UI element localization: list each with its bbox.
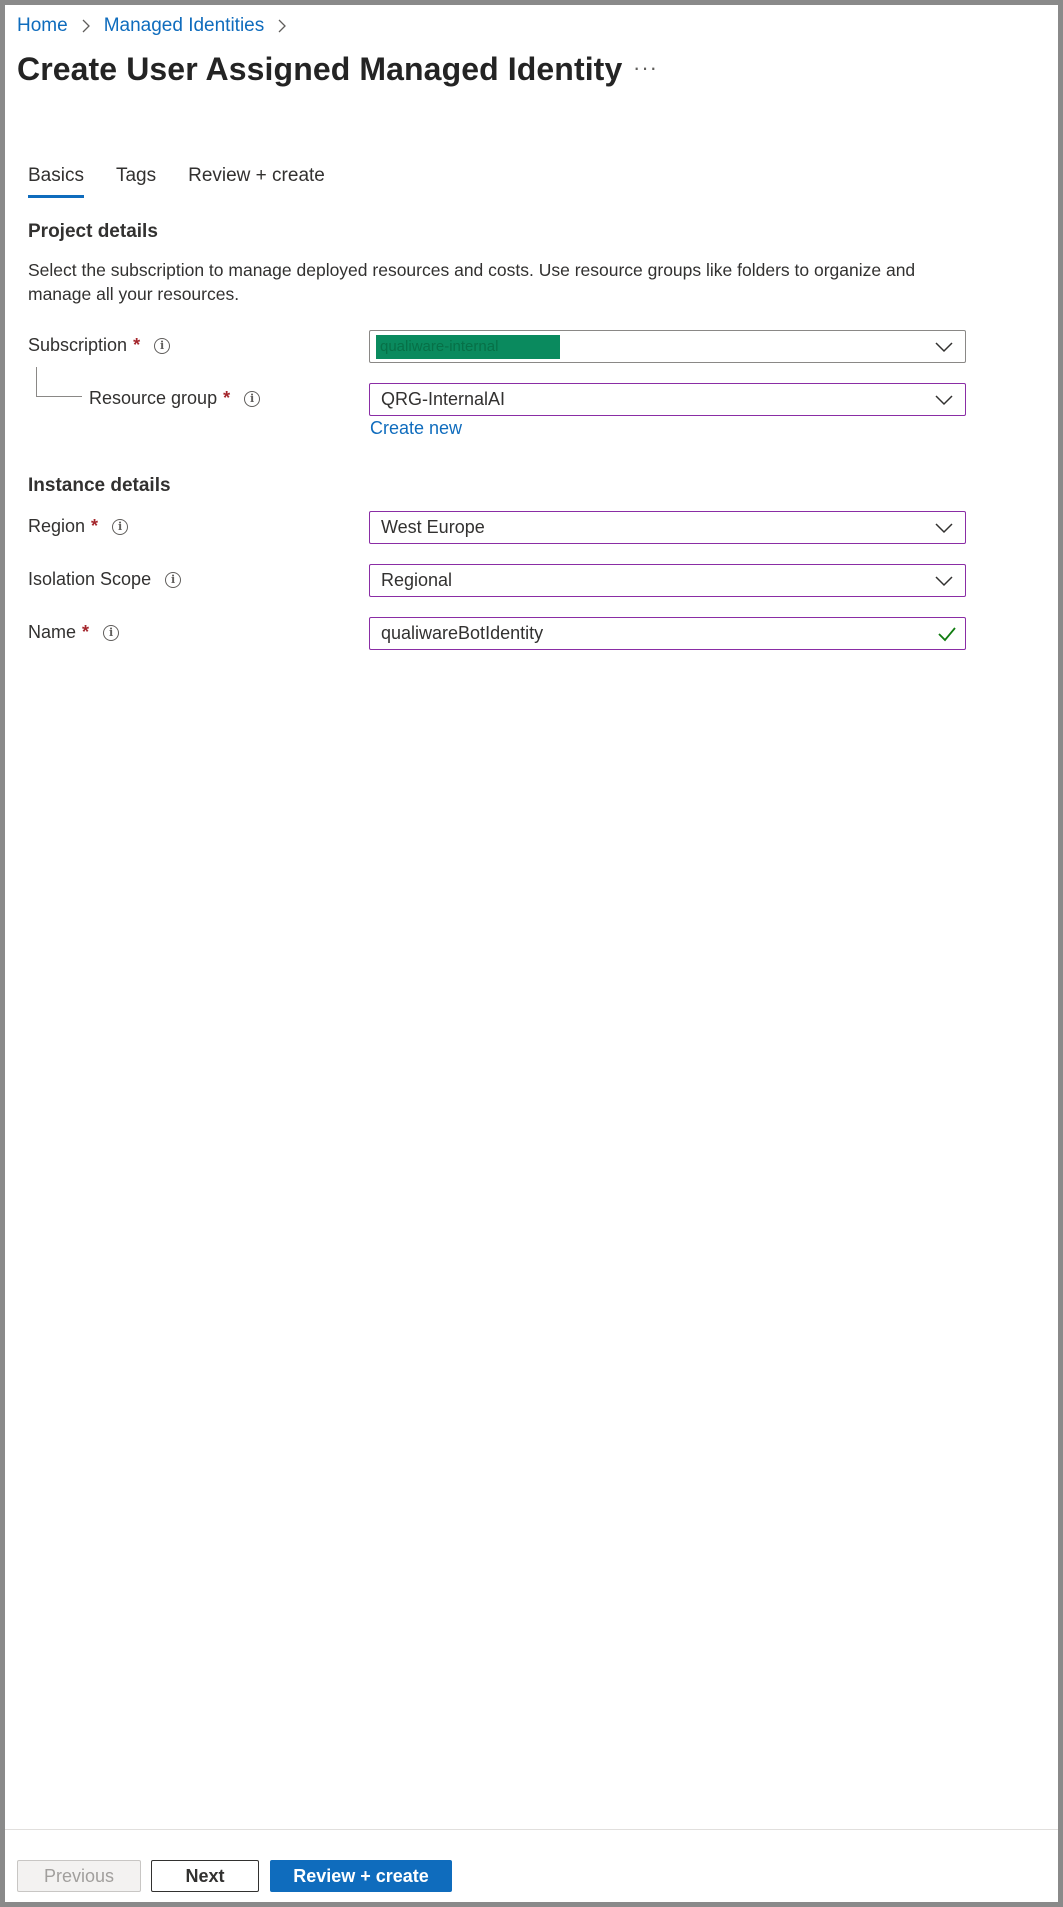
subscription-label-text: Subscription (28, 335, 128, 355)
breadcrumb-managed-identities-link[interactable]: Managed Identities (103, 15, 265, 36)
region-label-text: Region (28, 516, 86, 536)
chevron-down-icon (935, 521, 953, 535)
tab-tags[interactable]: Tags (115, 165, 157, 186)
instance-details-heading: Instance details (28, 475, 171, 496)
required-marker: * (91, 516, 99, 536)
create-new-resource-group-link[interactable]: Create new (370, 418, 463, 438)
chevron-down-icon (935, 340, 953, 354)
name-label-text: Name (28, 622, 77, 642)
breadcrumb-home-link[interactable]: Home (17, 15, 68, 36)
resource-group-label-text: Resource group (89, 388, 218, 408)
resource-group-label (89, 388, 260, 409)
region-value: West Europe (381, 517, 485, 537)
project-details-description: Select the subscription to manage deployed resources and costs. Use resource groups like folders to organize and manage all your resources. (28, 260, 916, 304)
isolation-scope-label-text: Isolation Scope (28, 569, 152, 589)
info-icon[interactable]: i (244, 391, 260, 407)
chevron-right-icon (274, 18, 290, 34)
tab-review-create[interactable]: Review + create (188, 165, 325, 186)
review-create-button[interactable]: Review + create (270, 1860, 452, 1892)
tree-connector (36, 367, 82, 397)
required-marker: * (223, 388, 231, 408)
isolation-scope-dropdown[interactable] (369, 564, 966, 597)
chevron-down-icon (935, 393, 953, 407)
chevron-down-icon (935, 574, 953, 588)
resource-group-dropdown[interactable] (369, 383, 966, 416)
subscription-value: qualiware-internal (376, 335, 560, 359)
region-label (28, 516, 128, 537)
name-label (28, 622, 119, 643)
more-options-icon[interactable]: ··· (633, 55, 658, 80)
info-icon[interactable]: i (112, 519, 128, 535)
required-marker: * (82, 622, 90, 642)
resource-group-value: QRG-InternalAI (381, 389, 506, 409)
next-button[interactable]: Next (151, 1860, 259, 1892)
isolation-scope-label (28, 569, 181, 590)
project-details-heading: Project details (28, 221, 158, 242)
page-title: Create User Assigned Managed Identity (17, 51, 623, 87)
required-marker: * (133, 335, 141, 355)
info-icon[interactable]: i (103, 625, 119, 641)
breadcrumb (17, 15, 300, 37)
subscription-label (28, 335, 170, 356)
tab-list (28, 165, 357, 198)
tab-basics[interactable]: Basics (28, 165, 84, 198)
footer-bar (5, 1829, 1058, 1902)
checkmark-icon (937, 625, 957, 643)
chevron-right-icon (78, 18, 94, 34)
info-icon[interactable]: i (154, 338, 170, 354)
name-input[interactable] (369, 617, 966, 650)
previous-button[interactable]: Previous (17, 1860, 141, 1892)
info-icon[interactable]: i (165, 572, 181, 588)
region-dropdown[interactable] (369, 511, 966, 544)
subscription-dropdown[interactable] (369, 330, 966, 363)
isolation-scope-value: Regional (381, 570, 453, 590)
name-value: qualiwareBotIdentity (381, 623, 544, 643)
